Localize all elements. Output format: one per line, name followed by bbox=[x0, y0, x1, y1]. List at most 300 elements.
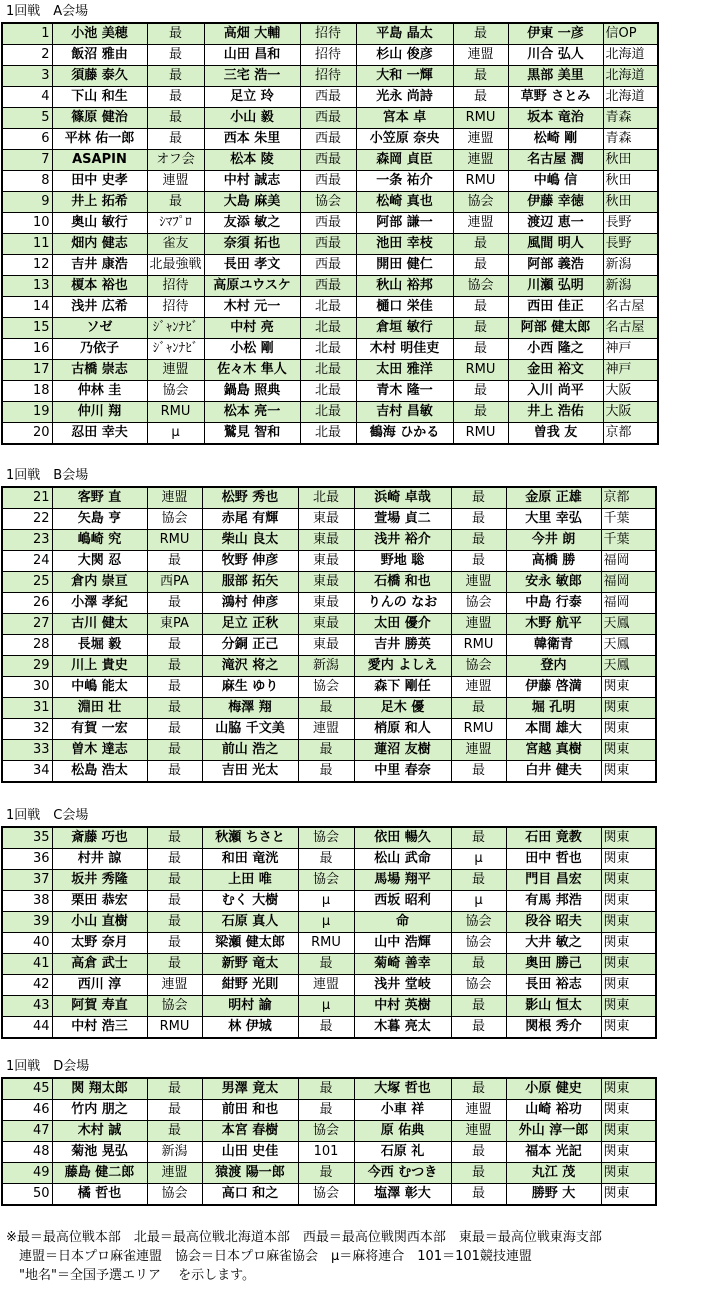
player-affiliation: 最 bbox=[451, 530, 506, 551]
player-affiliation: 最 bbox=[147, 870, 202, 891]
player-name: 阿部 義浩 bbox=[508, 255, 603, 276]
player-region: 神戸 bbox=[603, 339, 658, 360]
player-affiliation: 最 bbox=[147, 954, 202, 975]
player-affiliation: 最 bbox=[451, 761, 506, 783]
player-name: 松島 浩太 bbox=[52, 761, 147, 783]
player-affiliation: 北最 bbox=[300, 360, 356, 381]
player-region: 新潟 bbox=[603, 276, 658, 297]
player-name: 奈須 拓也 bbox=[204, 234, 300, 255]
player-name: 古橋 崇志 bbox=[52, 360, 147, 381]
table-row bbox=[2, 129, 658, 150]
table-number: 5 bbox=[2, 108, 52, 129]
player-name: ASAPIN bbox=[52, 150, 147, 171]
player-affiliation: 最 bbox=[147, 66, 204, 87]
player-affiliation: ｼﾏﾌﾟﾛ bbox=[147, 213, 204, 234]
player-name: 塩澤 彰大 bbox=[354, 1184, 451, 1206]
player-name: 秋瀬 ちさと bbox=[202, 827, 298, 849]
player-affiliation: 西最 bbox=[300, 171, 356, 192]
player-name: りんの なお bbox=[354, 593, 451, 614]
table-number: 4 bbox=[2, 87, 52, 108]
player-affiliation: 最 bbox=[453, 381, 508, 402]
player-affiliation: 最 bbox=[453, 23, 508, 45]
player-name: 本宮 春樹 bbox=[202, 1121, 298, 1142]
player-affiliation: 最 bbox=[298, 761, 354, 783]
player-name: 分銅 正己 bbox=[202, 635, 298, 656]
player-name: 秋山 裕邦 bbox=[356, 276, 453, 297]
player-affiliation: 協会 bbox=[147, 996, 202, 1017]
player-affiliation: 最 bbox=[298, 740, 354, 761]
player-affiliation: 最 bbox=[147, 656, 202, 677]
player-affiliation: 最 bbox=[451, 1142, 506, 1163]
player-name: 森岡 貞臣 bbox=[356, 150, 453, 171]
player-region: 秋田 bbox=[603, 192, 658, 213]
table-row bbox=[2, 381, 658, 402]
player-region: 信OP bbox=[603, 23, 658, 45]
table-number: 40 bbox=[2, 933, 52, 954]
player-affiliation: 最 bbox=[147, 108, 204, 129]
player-name: 仲林 圭 bbox=[52, 381, 147, 402]
table-number: 19 bbox=[2, 402, 52, 423]
player-affiliation: 最 bbox=[451, 1078, 506, 1100]
player-name: 太田 雅洋 bbox=[356, 360, 453, 381]
player-affiliation: 連盟 bbox=[147, 360, 204, 381]
player-region: 長野 bbox=[603, 213, 658, 234]
table-number: 36 bbox=[2, 849, 52, 870]
table-row bbox=[2, 213, 658, 234]
player-affiliation: RMU bbox=[453, 171, 508, 192]
table-number: 13 bbox=[2, 276, 52, 297]
player-affiliation: 最 bbox=[451, 698, 506, 719]
table-row bbox=[2, 572, 656, 593]
table-number: 46 bbox=[2, 1100, 52, 1121]
player-affiliation: 連盟 bbox=[451, 614, 506, 635]
player-name: 鷲見 智和 bbox=[204, 423, 300, 445]
table-number: 44 bbox=[2, 1017, 52, 1039]
player-affiliation: 最 bbox=[453, 297, 508, 318]
table-row bbox=[2, 656, 656, 677]
player-name: 阿部 健太郎 bbox=[508, 318, 603, 339]
table-row bbox=[2, 45, 658, 66]
player-name: 関 翔太郎 bbox=[52, 1078, 147, 1100]
player-name: 下山 和生 bbox=[52, 87, 147, 108]
table-number: 48 bbox=[2, 1142, 52, 1163]
table-number: 27 bbox=[2, 614, 52, 635]
player-name: 名古屋 潤 bbox=[508, 150, 603, 171]
player-affiliation: 協会 bbox=[147, 381, 204, 402]
player-name: 阿部 謙一 bbox=[356, 213, 453, 234]
player-name: 宮本 卓 bbox=[356, 108, 453, 129]
player-affiliation: μ bbox=[147, 423, 204, 445]
player-name: 中村 亮 bbox=[204, 318, 300, 339]
player-name: 竹内 朋之 bbox=[52, 1100, 147, 1121]
player-region: 関東 bbox=[601, 761, 656, 783]
table-row bbox=[2, 698, 656, 719]
player-region: 福岡 bbox=[601, 572, 656, 593]
player-region: 関東 bbox=[601, 1017, 656, 1039]
player-region: 大阪 bbox=[603, 402, 658, 423]
player-name: 牧野 伸彦 bbox=[202, 551, 298, 572]
player-name: 川合 弘人 bbox=[508, 45, 603, 66]
player-affiliation: 最 bbox=[147, 849, 202, 870]
player-affiliation: 連盟 bbox=[453, 129, 508, 150]
player-name: 門目 昌宏 bbox=[506, 870, 601, 891]
table-number: 26 bbox=[2, 593, 52, 614]
player-affiliation: 最 bbox=[147, 45, 204, 66]
table-number: 24 bbox=[2, 551, 52, 572]
player-region: 福岡 bbox=[601, 593, 656, 614]
table-row bbox=[2, 23, 658, 45]
player-name: 松崎 剛 bbox=[508, 129, 603, 150]
player-affiliation: 最 bbox=[147, 740, 202, 761]
player-affiliation: 最 bbox=[147, 891, 202, 912]
player-affiliation: 協会 bbox=[453, 192, 508, 213]
player-affiliation: 最 bbox=[453, 87, 508, 108]
player-name: 梁瀬 健太郎 bbox=[202, 933, 298, 954]
player-affiliation: 西最 bbox=[300, 150, 356, 171]
table-number: 41 bbox=[2, 954, 52, 975]
player-affiliation: 最 bbox=[298, 1163, 354, 1184]
table-row bbox=[2, 593, 656, 614]
player-name: 忍田 幸夫 bbox=[52, 423, 147, 445]
player-affiliation: 連盟 bbox=[453, 150, 508, 171]
table-row bbox=[2, 933, 656, 954]
player-affiliation: 連盟 bbox=[453, 45, 508, 66]
player-affiliation: 協会 bbox=[298, 677, 354, 698]
table-row bbox=[2, 1142, 656, 1163]
table-number: 12 bbox=[2, 255, 52, 276]
player-name: 大和 一輝 bbox=[356, 66, 453, 87]
table-row bbox=[2, 234, 658, 255]
player-name: 大関 忍 bbox=[52, 551, 147, 572]
player-name: 倉内 崇亘 bbox=[52, 572, 147, 593]
player-affiliation: 最 bbox=[451, 1184, 506, 1206]
player-name: 宮越 真樹 bbox=[506, 740, 601, 761]
player-region: 関東 bbox=[601, 891, 656, 912]
player-name: 三宅 浩一 bbox=[204, 66, 300, 87]
player-name: 矢島 亨 bbox=[52, 509, 147, 530]
player-region: 新潟 bbox=[603, 255, 658, 276]
player-name: 男澤 竟太 bbox=[202, 1078, 298, 1100]
player-affiliation: 連盟 bbox=[147, 975, 202, 996]
player-affiliation: 最 bbox=[147, 827, 202, 849]
player-affiliation: 連盟 bbox=[451, 1121, 506, 1142]
table-number: 43 bbox=[2, 996, 52, 1017]
player-affiliation: μ bbox=[298, 891, 354, 912]
player-affiliation: 最 bbox=[451, 509, 506, 530]
player-region: 天鳳 bbox=[601, 656, 656, 677]
player-name: 外山 淳一郎 bbox=[506, 1121, 601, 1142]
player-name: 命 bbox=[354, 912, 451, 933]
player-name: 嶋崎 究 bbox=[52, 530, 147, 551]
player-affiliation: 協会 bbox=[300, 192, 356, 213]
table-number: 23 bbox=[2, 530, 52, 551]
table-row bbox=[2, 1100, 656, 1121]
table-row bbox=[2, 827, 656, 849]
table-row bbox=[2, 870, 656, 891]
player-name: 柴山 良太 bbox=[202, 530, 298, 551]
table-row bbox=[2, 171, 658, 192]
match-table bbox=[1, 22, 659, 445]
player-affiliation: 最 bbox=[451, 1017, 506, 1039]
player-name: 中嶋 信 bbox=[508, 171, 603, 192]
table-number: 6 bbox=[2, 129, 52, 150]
table-number: 35 bbox=[2, 827, 52, 849]
player-region: 関東 bbox=[601, 719, 656, 740]
player-name: 吉村 昌敏 bbox=[356, 402, 453, 423]
player-name: むく 大樹 bbox=[202, 891, 298, 912]
player-name: 友添 敏之 bbox=[204, 213, 300, 234]
player-name: 小池 美穂 bbox=[52, 23, 147, 45]
player-affiliation: 協会 bbox=[451, 656, 506, 677]
player-affiliation: 招待 bbox=[300, 23, 356, 45]
player-name: 石原 真人 bbox=[202, 912, 298, 933]
player-name: 関根 秀介 bbox=[506, 1017, 601, 1039]
table-number: 39 bbox=[2, 912, 52, 933]
player-name: 客野 直 bbox=[52, 487, 147, 509]
player-name: 高原ユウスケ bbox=[204, 276, 300, 297]
player-region: 千葉 bbox=[601, 530, 656, 551]
table-row bbox=[2, 360, 658, 381]
player-name: 吉田 光太 bbox=[202, 761, 298, 783]
table-number: 49 bbox=[2, 1163, 52, 1184]
player-affiliation: 最 bbox=[451, 870, 506, 891]
player-affiliation: 連盟 bbox=[147, 487, 202, 509]
player-name: 開田 健仁 bbox=[356, 255, 453, 276]
table-number: 42 bbox=[2, 975, 52, 996]
player-affiliation: 最 bbox=[298, 1017, 354, 1039]
player-affiliation: 西最 bbox=[300, 234, 356, 255]
player-name: 登内 bbox=[506, 656, 601, 677]
player-affiliation: 協会 bbox=[453, 276, 508, 297]
match-table bbox=[1, 826, 657, 1039]
player-name: 吉井 勝英 bbox=[354, 635, 451, 656]
player-name: 樋口 栄佳 bbox=[356, 297, 453, 318]
player-name: 伊藤 幸徳 bbox=[508, 192, 603, 213]
player-name: 木村 元一 bbox=[204, 297, 300, 318]
player-region: 関東 bbox=[601, 1142, 656, 1163]
table-row bbox=[2, 954, 656, 975]
player-region: 福岡 bbox=[601, 551, 656, 572]
player-affiliation: 連盟 bbox=[298, 719, 354, 740]
table-number: 8 bbox=[2, 171, 52, 192]
player-name: 鴻村 伸彦 bbox=[202, 593, 298, 614]
player-name: 中島 行泰 bbox=[506, 593, 601, 614]
legend-line: ※最＝最高位戦本部 北最＝最高位戦北海道本部 西最＝最高位戦関西本部 東最＝最高位戦東海支部 bbox=[6, 1230, 602, 1245]
player-name: 山田 昌和 bbox=[204, 45, 300, 66]
table-number: 29 bbox=[2, 656, 52, 677]
player-name: 石田 竟教 bbox=[506, 827, 601, 849]
player-name: 高畑 大輔 bbox=[204, 23, 300, 45]
player-name: 服部 拓矢 bbox=[202, 572, 298, 593]
player-affiliation: 雀友 bbox=[147, 234, 204, 255]
player-affiliation: 最 bbox=[147, 933, 202, 954]
legend-line: 連盟＝日本プロ麻雀連盟 協会＝日本プロ麻雀協会 μ＝麻将連合 101＝101競技連盟 bbox=[6, 1249, 532, 1264]
player-affiliation: RMU bbox=[451, 635, 506, 656]
player-affiliation: 東最 bbox=[298, 551, 354, 572]
player-region: 関東 bbox=[601, 1184, 656, 1206]
player-affiliation: RMU bbox=[147, 530, 202, 551]
table-row bbox=[2, 1121, 656, 1142]
player-name: 栗田 恭宏 bbox=[52, 891, 147, 912]
player-name: 太田 優介 bbox=[354, 614, 451, 635]
player-name: 林 伊城 bbox=[202, 1017, 298, 1039]
player-affiliation: 連盟 bbox=[451, 740, 506, 761]
table-row bbox=[2, 339, 658, 360]
player-affiliation: 最 bbox=[451, 996, 506, 1017]
player-region: 北海道 bbox=[603, 45, 658, 66]
player-name: 鍋島 照典 bbox=[204, 381, 300, 402]
player-affiliation: μ bbox=[451, 849, 506, 870]
player-region: 名古屋 bbox=[603, 318, 658, 339]
section-title: 1回戦 B会場 bbox=[6, 468, 89, 483]
table-number: 17 bbox=[2, 360, 52, 381]
table-row bbox=[2, 677, 656, 698]
player-name: 馬場 翔平 bbox=[354, 870, 451, 891]
table-number: 16 bbox=[2, 339, 52, 360]
player-name: 中村 浩三 bbox=[52, 1017, 147, 1039]
table-row bbox=[2, 1184, 656, 1206]
player-name: 井上 拓希 bbox=[52, 192, 147, 213]
table-row bbox=[2, 276, 658, 297]
player-affiliation: 北最 bbox=[300, 402, 356, 423]
player-region: 関東 bbox=[601, 740, 656, 761]
player-affiliation: RMU bbox=[147, 402, 204, 423]
player-name: 仲川 翔 bbox=[52, 402, 147, 423]
table-row bbox=[2, 1078, 656, 1100]
player-affiliation: 連盟 bbox=[453, 213, 508, 234]
player-name: 有馬 邦浩 bbox=[506, 891, 601, 912]
table-row bbox=[2, 551, 656, 572]
player-name: 中村 英樹 bbox=[354, 996, 451, 1017]
player-name: 足立 正秋 bbox=[202, 614, 298, 635]
player-name: 依田 暢久 bbox=[354, 827, 451, 849]
player-name: 勝野 大 bbox=[506, 1184, 601, 1206]
player-name: 萱場 貞二 bbox=[354, 509, 451, 530]
player-name: 韓衛青 bbox=[506, 635, 601, 656]
player-name: 西坂 昭利 bbox=[354, 891, 451, 912]
player-affiliation: 招待 bbox=[300, 45, 356, 66]
player-name: 松山 武命 bbox=[354, 849, 451, 870]
player-affiliation: 東最 bbox=[298, 509, 354, 530]
player-name: 畑内 健志 bbox=[52, 234, 147, 255]
player-name: 渡辺 恵一 bbox=[508, 213, 603, 234]
player-name: 平島 晶太 bbox=[356, 23, 453, 45]
player-affiliation: 東最 bbox=[298, 614, 354, 635]
player-affiliation: 最 bbox=[451, 1163, 506, 1184]
player-name: 石原 礼 bbox=[354, 1142, 451, 1163]
table-number: 28 bbox=[2, 635, 52, 656]
player-name: 高口 和之 bbox=[202, 1184, 298, 1206]
player-name: 長田 裕志 bbox=[506, 975, 601, 996]
player-name: 有賀 一宏 bbox=[52, 719, 147, 740]
player-name: 赤尾 有輝 bbox=[202, 509, 298, 530]
player-affiliation: 協会 bbox=[298, 1184, 354, 1206]
player-affiliation: 最 bbox=[147, 87, 204, 108]
player-region: 天鳳 bbox=[601, 635, 656, 656]
legend-line: "地名"＝全国予選エリア を示します。 bbox=[6, 1268, 256, 1283]
player-region: 千葉 bbox=[601, 509, 656, 530]
player-affiliation: 最 bbox=[147, 1121, 202, 1142]
player-affiliation: 東PA bbox=[147, 614, 202, 635]
player-name: 猿渡 陽一郎 bbox=[202, 1163, 298, 1184]
player-name: 田中 史孝 bbox=[52, 171, 147, 192]
player-affiliation: 連盟 bbox=[451, 1100, 506, 1121]
table-number: 25 bbox=[2, 572, 52, 593]
player-name: 橘 哲也 bbox=[52, 1184, 147, 1206]
player-region: 関東 bbox=[601, 954, 656, 975]
player-affiliation: RMU bbox=[451, 719, 506, 740]
player-affiliation: 最 bbox=[453, 339, 508, 360]
player-name: 堀 孔明 bbox=[506, 698, 601, 719]
player-region: 青森 bbox=[603, 129, 658, 150]
player-name: 小原 健史 bbox=[506, 1078, 601, 1100]
player-affiliation: 北最 bbox=[300, 381, 356, 402]
table-row bbox=[2, 66, 658, 87]
player-region: 京都 bbox=[601, 487, 656, 509]
player-affiliation: 最 bbox=[147, 677, 202, 698]
player-affiliation: 最 bbox=[451, 551, 506, 572]
player-affiliation: 最 bbox=[298, 849, 354, 870]
player-name: 今西 むつき bbox=[354, 1163, 451, 1184]
table-row bbox=[2, 635, 656, 656]
player-affiliation: μ bbox=[298, 912, 354, 933]
player-name: 菊崎 善幸 bbox=[354, 954, 451, 975]
player-region: 関東 bbox=[601, 996, 656, 1017]
player-name: 小車 祥 bbox=[354, 1100, 451, 1121]
player-affiliation: ｼﾞｬﾝﾅﾋﾞ bbox=[147, 339, 204, 360]
player-affiliation: 最 bbox=[298, 1078, 354, 1100]
table-row bbox=[2, 487, 656, 509]
player-name: 西田 佳正 bbox=[508, 297, 603, 318]
player-affiliation: 最 bbox=[451, 487, 506, 509]
player-affiliation: 招待 bbox=[147, 276, 204, 297]
player-affiliation: 連盟 bbox=[298, 975, 354, 996]
player-name: 長田 孝文 bbox=[204, 255, 300, 276]
table-row bbox=[2, 761, 656, 783]
table-row bbox=[2, 402, 658, 423]
player-name: 藤島 健二郎 bbox=[52, 1163, 147, 1184]
player-name: 中里 春奈 bbox=[354, 761, 451, 783]
player-region: 神戸 bbox=[603, 360, 658, 381]
player-name: 新野 竜太 bbox=[202, 954, 298, 975]
table-row bbox=[2, 150, 658, 171]
player-name: 光永 尚詩 bbox=[356, 87, 453, 108]
player-name: 田中 哲也 bbox=[506, 849, 601, 870]
player-affiliation: 協会 bbox=[298, 827, 354, 849]
player-region: 関東 bbox=[601, 698, 656, 719]
player-region: 関東 bbox=[601, 975, 656, 996]
match-table bbox=[1, 486, 657, 783]
player-name: 曽木 達志 bbox=[52, 740, 147, 761]
player-affiliation: 東最 bbox=[298, 530, 354, 551]
player-affiliation: 最 bbox=[147, 551, 202, 572]
player-region: 関東 bbox=[601, 933, 656, 954]
player-affiliation: 最 bbox=[147, 23, 204, 45]
table-number: 10 bbox=[2, 213, 52, 234]
player-affiliation: 協会 bbox=[147, 509, 202, 530]
player-name: 梢原 和人 bbox=[354, 719, 451, 740]
player-affiliation: 東最 bbox=[298, 635, 354, 656]
table-row bbox=[2, 255, 658, 276]
player-name: 麻生 ゆり bbox=[202, 677, 298, 698]
player-name: 坂井 秀隆 bbox=[52, 870, 147, 891]
player-name: 青木 隆一 bbox=[356, 381, 453, 402]
player-affiliation: μ bbox=[298, 996, 354, 1017]
table-number: 38 bbox=[2, 891, 52, 912]
player-affiliation: ｼﾞｬﾝﾅﾋﾞ bbox=[147, 318, 204, 339]
player-name: 須藤 泰久 bbox=[52, 66, 147, 87]
player-name: 小山 毅 bbox=[204, 108, 300, 129]
